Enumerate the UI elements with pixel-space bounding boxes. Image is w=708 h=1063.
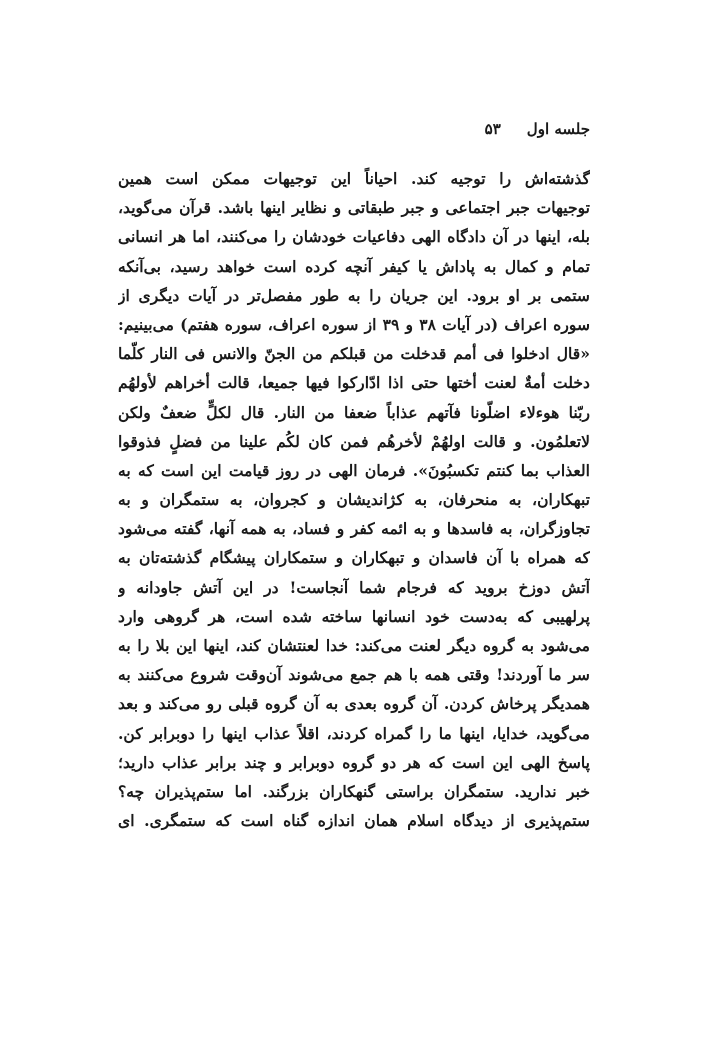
text-line: پاسخ الهی این است که هر دو گروه دوبرابر و چند برابر عذاب دارید؛ — [118, 752, 590, 772]
text-line: همدیگر پرخاش کردن. آن گروه بعدی به آن گروه قبلی رو می‌کند و بعد — [118, 694, 590, 714]
text-line: آتش دوزخ بروید که فرجام شما آنجاست! در این آتش جاودانه و — [118, 577, 590, 597]
quran-verse-line: لاتعلمُون. و قالت اولهُمْ لأخرهُم فمن کان لکُم علینا من فضلٍ فذوقوا — [118, 431, 590, 451]
quran-verse-line: ربّنا هوءلاء اضلّونا فآتهم عذاباً ضعفا من النار. قال لکلٍّ ضعفٌ ولکن — [118, 402, 590, 422]
text-line: توجیهات جبر اجتماعی و جبر طبقاتی و نظایر اینها باشد. قرآن می‌گوید، — [118, 198, 590, 218]
text-line: تمام و کمال به پاداش یا کیفر آنچه کرده است خواهد رسید، بی‌آنکه — [118, 256, 590, 276]
text-line: ستمی بر او برود. این جریان را به طور مفصل‌تر در آیات دیگری از — [118, 285, 590, 305]
text-line: که همراه با آن فاسدان و تبهکاران و ستمکاران پیشگام گذشته‌تان به — [118, 548, 590, 568]
text-line: تبهکاران، به منحرفان، به کژاندیشان و کجروان، به ستمگران و به — [118, 490, 590, 510]
text-line: ستم‌پذیری از دیدگاه اسلام همان اندازه گناه است که ستمگری. ای — [118, 811, 590, 831]
quran-verse-line: «قال ادخلوا فی أمم قدخلت من قبلکم من الجنّ والانس فی النار کلّما — [118, 344, 590, 364]
text-line: می‌شود به گروه دیگر لعنت می‌کند: خدا لعنتشان کند، اینها این بلا را به — [118, 636, 590, 655]
body-text — [118, 164, 590, 835]
chapter-title: جلسه اول — [526, 120, 590, 138]
text-line: العذاب بما کنتم تکسبُونَ». فرمان الهی در روز قیامت این است که به — [118, 460, 590, 480]
page-number: ۵۳ — [484, 120, 501, 138]
quran-verse-line: دخلت أمةٌ لعنت أختها حتی اذا ادّارکوا فیها جمیعا، قالت أخراهم لأولهُم — [118, 373, 590, 393]
text-line: سوره اعراف (در آیات ۳۸ و ۳۹ از سوره اعراف، سوره هفتم) می‌بینیم: — [118, 314, 590, 334]
text-line: سر ما آوردند! وقتی همه با هم جمع می‌شوند آن‌وقت شروع می‌کنند به — [118, 665, 590, 685]
text-line: خبر ندارید. ستمگران براستی گنهکاران بزرگند. اما ستم‌پذیران چه؟ — [118, 781, 590, 801]
text-line: پرلهیبی که به‌دست خود انسانها ساخته شده است، هر گروهی وارد — [118, 606, 590, 626]
text-line: بله، اینها در آن دادگاه الهی دفاعیات خودشان را می‌کنند، اما هر انسانی — [118, 227, 590, 247]
running-header — [485, 120, 590, 138]
text-line: تجاوزگران، به فاسدها و به ائمه کفر و فساد، به همه آنها، گفته می‌شود — [118, 519, 590, 539]
text-line: گذشته‌اش را توجیه کند. احیاناً این توجیهات ممکن است همین — [118, 169, 590, 188]
text-line: می‌گوید، خدایا، اینها ما را گمراه کردند، اقلاً عذاب اینها را دوبرابر کن. — [118, 723, 590, 743]
